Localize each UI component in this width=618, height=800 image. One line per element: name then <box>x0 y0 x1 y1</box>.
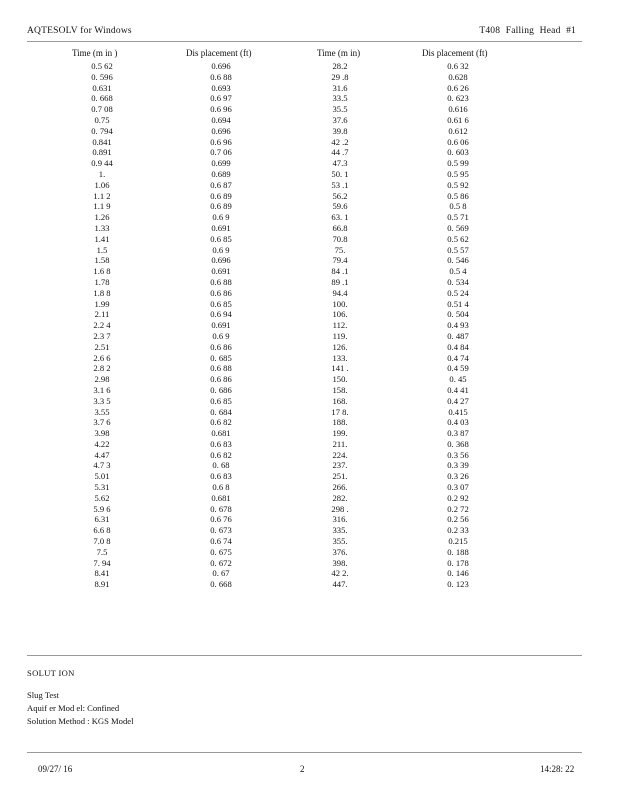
table-cell: 0. 67 <box>212 568 230 579</box>
table-cell: 100. <box>332 298 348 309</box>
table-cell: 53 .1 <box>331 179 349 190</box>
table-cell: 266. <box>332 482 348 493</box>
table-cell: 0.75 <box>94 114 110 125</box>
table-cell: 0.5 71 <box>447 212 469 223</box>
table-cell: 2.2 4 <box>93 320 111 331</box>
table-cell: 0.6 85 <box>210 395 232 406</box>
table-cell: 0.2 92 <box>447 492 469 503</box>
table-cell: 0. 623 <box>447 93 469 104</box>
table-cell: 0.3 87 <box>447 428 469 439</box>
solution-test-type: Slug Test <box>27 690 59 700</box>
table-cell: 0.6 88 <box>210 71 232 82</box>
table-cell: 2.3 7 <box>93 330 111 341</box>
table-cell: 0.696 <box>211 125 231 136</box>
table-cell: 0.51 4 <box>447 298 469 309</box>
table-cell: 7.0 8 <box>93 536 111 547</box>
table-cell: 376. <box>332 546 348 557</box>
table-cell: 0.5 95 <box>447 168 469 179</box>
table-cell: 3.7 6 <box>93 417 111 428</box>
table-cell: 0.699 <box>211 158 231 169</box>
table-cell: 0.6 83 <box>210 438 232 449</box>
table-cell: 0.4 27 <box>447 395 469 406</box>
column-header-time: Time (m in) <box>317 48 361 58</box>
table-cell: 1.58 <box>94 255 110 266</box>
table-cell: 0.6 85 <box>210 298 232 309</box>
table-cell: 0.6 76 <box>210 514 232 525</box>
table-cell: 335. <box>332 525 348 536</box>
footer-time: 14:28: 22 <box>540 764 575 774</box>
table-cell: 0.5 8 <box>449 201 467 212</box>
table-cell: 3.98 <box>94 428 110 439</box>
table-cell: 1.5 <box>96 244 108 255</box>
table-cell: 0.5 62 <box>91 61 113 71</box>
table-cell: 0.691 <box>211 320 231 331</box>
table-cell: 1.06 <box>94 179 110 190</box>
table-cell: 2.6 6 <box>93 352 111 363</box>
table-cell: 0.2 33 <box>447 525 469 536</box>
table-cell: 56.2 <box>332 190 348 201</box>
table-cell: 0.6 96 <box>210 136 232 147</box>
table-cell: 28.2 <box>332 61 348 71</box>
table-cell: 0.215 <box>448 536 468 547</box>
table-cell: 0. 368 <box>447 438 469 449</box>
table-cell: 0.4 41 <box>447 384 469 395</box>
table-cell: 0.4 93 <box>447 320 469 331</box>
table-cell: 0.6 88 <box>210 363 232 374</box>
table-cell: 0.4 84 <box>447 341 469 352</box>
table-cell: 119. <box>332 330 348 341</box>
table-cell: 0.5 92 <box>447 179 469 190</box>
table-cell: 29 .8 <box>331 71 349 82</box>
table-cell: 7. 94 <box>93 557 111 568</box>
table-cell: 0.694 <box>211 114 231 125</box>
table-cell: 0.6 96 <box>210 104 232 115</box>
table-cell: 0.7 06 <box>210 147 232 158</box>
solution-method: Solution Method : KGS Model <box>27 716 134 726</box>
table-cell: 0. 675 <box>210 546 232 557</box>
table-cell: 0. 487 <box>447 330 469 341</box>
table-cell: 0. 534 <box>447 276 469 287</box>
time-column-right <box>305 61 375 590</box>
table-cell: 1.26 <box>94 212 110 223</box>
table-cell: 7.5 <box>96 546 108 557</box>
table-cell: 0. 146 <box>447 568 469 579</box>
table-cell: 5.62 <box>94 492 110 503</box>
table-cell: 1.1 2 <box>93 190 111 201</box>
column-header-displacement: Dis placement (ft) <box>186 48 252 58</box>
table-cell: 5.9 6 <box>93 503 111 514</box>
table-cell: 282. <box>332 492 348 503</box>
table-cell: 0. 673 <box>210 525 232 536</box>
table-cell: 0.6 9 <box>212 244 230 255</box>
table-cell: 112. <box>332 320 348 331</box>
test-name: T408 Falling Head #1 <box>479 26 576 36</box>
table-cell: 5.31 <box>94 482 110 493</box>
table-cell: 0.3 39 <box>447 460 469 471</box>
table-cell: 0.3 56 <box>447 449 469 460</box>
table-cell: 0.841 <box>92 136 112 147</box>
table-cell: 0.6 82 <box>210 417 232 428</box>
table-cell: 84 .1 <box>331 266 349 277</box>
page-number: 2 <box>300 764 305 774</box>
table-cell: 0.691 <box>211 222 231 233</box>
table-cell: 355. <box>332 536 348 547</box>
table-cell: 0.628 <box>448 71 468 82</box>
table-cell: 0. 178 <box>447 557 469 568</box>
table-cell: 224. <box>332 449 348 460</box>
footer-divider <box>27 752 582 753</box>
table-cell: 5.01 <box>94 471 110 482</box>
table-cell: 0.693 <box>211 82 231 93</box>
table-cell: 2.51 <box>94 341 110 352</box>
table-cell: 6.31 <box>94 514 110 525</box>
table-cell: 0.6 97 <box>210 93 232 104</box>
table-cell: 39.8 <box>332 125 348 136</box>
table-cell: 0.2 72 <box>447 503 469 514</box>
table-cell: 3.55 <box>94 406 110 417</box>
table-cell: 33.5 <box>332 93 348 104</box>
table-cell: 31.6 <box>332 82 348 93</box>
table-cell: 0.696 <box>211 255 231 266</box>
table-cell: 211. <box>332 438 348 449</box>
header-divider <box>27 41 582 42</box>
table-cell: 0.6 26 <box>447 82 469 93</box>
table-cell: 0.5 86 <box>447 190 469 201</box>
table-cell: 66.8 <box>332 222 348 233</box>
solution-heading: SOLUT ION <box>27 668 75 678</box>
table-cell: 168. <box>332 395 348 406</box>
table-cell: 0.631 <box>92 82 112 93</box>
table-cell: 0.415 <box>448 406 468 417</box>
table-cell: 0.5 24 <box>447 287 469 298</box>
table-cell: 398. <box>332 557 348 568</box>
table-cell: 0.6 89 <box>210 190 232 201</box>
table-cell: 0.6 86 <box>210 287 232 298</box>
table-cell: 0.6 83 <box>210 471 232 482</box>
table-cell: 0.7 08 <box>91 104 113 115</box>
table-cell: 50. 1 <box>331 168 349 179</box>
table-cell: 2.8 2 <box>93 363 111 374</box>
table-cell: 63. 1 <box>331 212 349 223</box>
table-cell: 0.6 85 <box>210 233 232 244</box>
table-cell: 106. <box>332 309 348 320</box>
table-cell: 0.6 87 <box>210 179 232 190</box>
table-cell: 0. 684 <box>210 406 232 417</box>
table-cell: 6.6 8 <box>93 525 111 536</box>
table-cell: 0. 668 <box>210 579 232 590</box>
footer-date: 09/27/ 16 <box>38 764 73 774</box>
section-divider <box>27 655 582 656</box>
table-cell: 1. <box>98 168 106 179</box>
table-cell: 37.6 <box>332 114 348 125</box>
table-cell: 0.6 94 <box>210 309 232 320</box>
table-cell: 35.5 <box>332 104 348 115</box>
table-cell: 1.8 8 <box>93 287 111 298</box>
table-cell: 0.61 6 <box>447 114 469 125</box>
table-cell: 0. 123 <box>447 579 469 590</box>
table-cell: 89 .1 <box>331 276 349 287</box>
table-cell: 0. 45 <box>449 374 467 385</box>
table-cell: 0.5 62 <box>447 233 469 244</box>
table-cell: 0.616 <box>448 104 468 115</box>
table-cell: 0. 685 <box>210 352 232 363</box>
solution-aquifer-model: Aquif er Mod el: Confined <box>27 703 120 713</box>
table-cell: 59.6 <box>332 201 348 212</box>
table-cell: 0.6 06 <box>447 136 469 147</box>
table-cell: 0. 68 <box>212 460 230 471</box>
table-cell: 133. <box>332 352 348 363</box>
table-cell: 94.4 <box>332 287 348 298</box>
table-cell: 2.98 <box>94 374 110 385</box>
table-cell: 0.4 03 <box>447 417 469 428</box>
table-cell: 1.41 <box>94 233 110 244</box>
table-cell: 8.41 <box>94 568 110 579</box>
table-cell: 0. 504 <box>447 309 469 320</box>
table-cell: 237. <box>332 460 348 471</box>
table-cell: 0. 596 <box>91 71 113 82</box>
table-cell: 0.6 86 <box>210 341 232 352</box>
table-cell: 0. 603 <box>447 147 469 158</box>
table-cell: 199. <box>332 428 348 439</box>
table-cell: 0.6 32 <box>447 61 469 71</box>
table-cell: 0.6 82 <box>210 449 232 460</box>
table-cell: 0.3 26 <box>447 471 469 482</box>
table-cell: 0.6 9 <box>212 212 230 223</box>
table-cell: 447. <box>332 579 348 590</box>
table-cell: 0. 569 <box>447 222 469 233</box>
table-cell: 0. 794 <box>91 125 113 136</box>
table-cell: 316. <box>332 514 348 525</box>
app-title: AQTESOLV for Windows <box>27 26 132 36</box>
table-cell: 0.3 07 <box>447 482 469 493</box>
table-cell: 0.6 9 <box>212 330 230 341</box>
table-cell: 150. <box>332 374 348 385</box>
table-cell: 70.8 <box>332 233 348 244</box>
table-cell: 1.1 9 <box>93 201 111 212</box>
table-cell: 0.4 59 <box>447 363 469 374</box>
table-cell: 298 . <box>331 503 349 514</box>
table-cell: 1.33 <box>94 222 110 233</box>
displacement-column-left <box>186 61 256 590</box>
table-cell: 42 .2 <box>331 136 349 147</box>
table-cell: 79.4 <box>332 255 348 266</box>
table-cell: 0.6 74 <box>210 536 232 547</box>
table-cell: 0.9 44 <box>91 158 113 169</box>
time-column-left <box>67 61 137 590</box>
table-cell: 0.6 8 <box>212 482 230 493</box>
table-cell: 0.612 <box>448 125 468 136</box>
table-cell: 0.6 86 <box>210 374 232 385</box>
table-cell: 0. 668 <box>91 93 113 104</box>
table-cell: 126. <box>332 341 348 352</box>
table-cell: 0. 546 <box>447 255 469 266</box>
table-cell: 4.47 <box>94 449 110 460</box>
table-cell: 0.696 <box>211 61 231 71</box>
table-cell: 0.2 56 <box>447 514 469 525</box>
table-cell: 0. 678 <box>210 503 232 514</box>
table-cell: 0. 672 <box>210 557 232 568</box>
table-cell: 44 .7 <box>331 147 349 158</box>
table-cell: 1.78 <box>94 276 110 287</box>
displacement-column-right <box>423 61 493 590</box>
table-cell: 8.91 <box>94 579 110 590</box>
table-cell: 17 8. <box>331 406 349 417</box>
column-header-time: Time (m in ) <box>72 48 118 58</box>
table-cell: 2.11 <box>94 309 110 320</box>
table-cell: 75. <box>334 244 346 255</box>
table-cell: 0. 188 <box>447 546 469 557</box>
table-cell: 0.681 <box>211 492 231 503</box>
table-cell: 0.691 <box>211 266 231 277</box>
table-cell: 0.689 <box>211 168 231 179</box>
table-cell: 0.5 57 <box>447 244 469 255</box>
table-cell: 0.681 <box>211 428 231 439</box>
table-cell: 188. <box>332 417 348 428</box>
table-cell: 3.3 5 <box>93 395 111 406</box>
column-header-displacement: Dis placement (ft) <box>422 48 488 58</box>
table-cell: 0.891 <box>92 147 112 158</box>
table-cell: 158. <box>332 384 348 395</box>
table-cell: 0.4 74 <box>447 352 469 363</box>
table-cell: 0.6 89 <box>210 201 232 212</box>
table-cell: 4.22 <box>94 438 110 449</box>
table-cell: 4.7 3 <box>93 460 111 471</box>
table-cell: 42 2. <box>331 568 349 579</box>
table-cell: 251. <box>332 471 348 482</box>
table-cell: 141 . <box>331 363 349 374</box>
table-cell: 3.1 6 <box>93 384 111 395</box>
table-cell: 1.99 <box>94 298 110 309</box>
table-cell: 0.5 99 <box>447 158 469 169</box>
table-cell: 0. 686 <box>210 384 232 395</box>
table-cell: 0.6 88 <box>210 276 232 287</box>
table-cell: 0.5 4 <box>449 266 467 277</box>
table-cell: 47.3 <box>332 158 348 169</box>
table-cell: 1.6 8 <box>93 266 111 277</box>
